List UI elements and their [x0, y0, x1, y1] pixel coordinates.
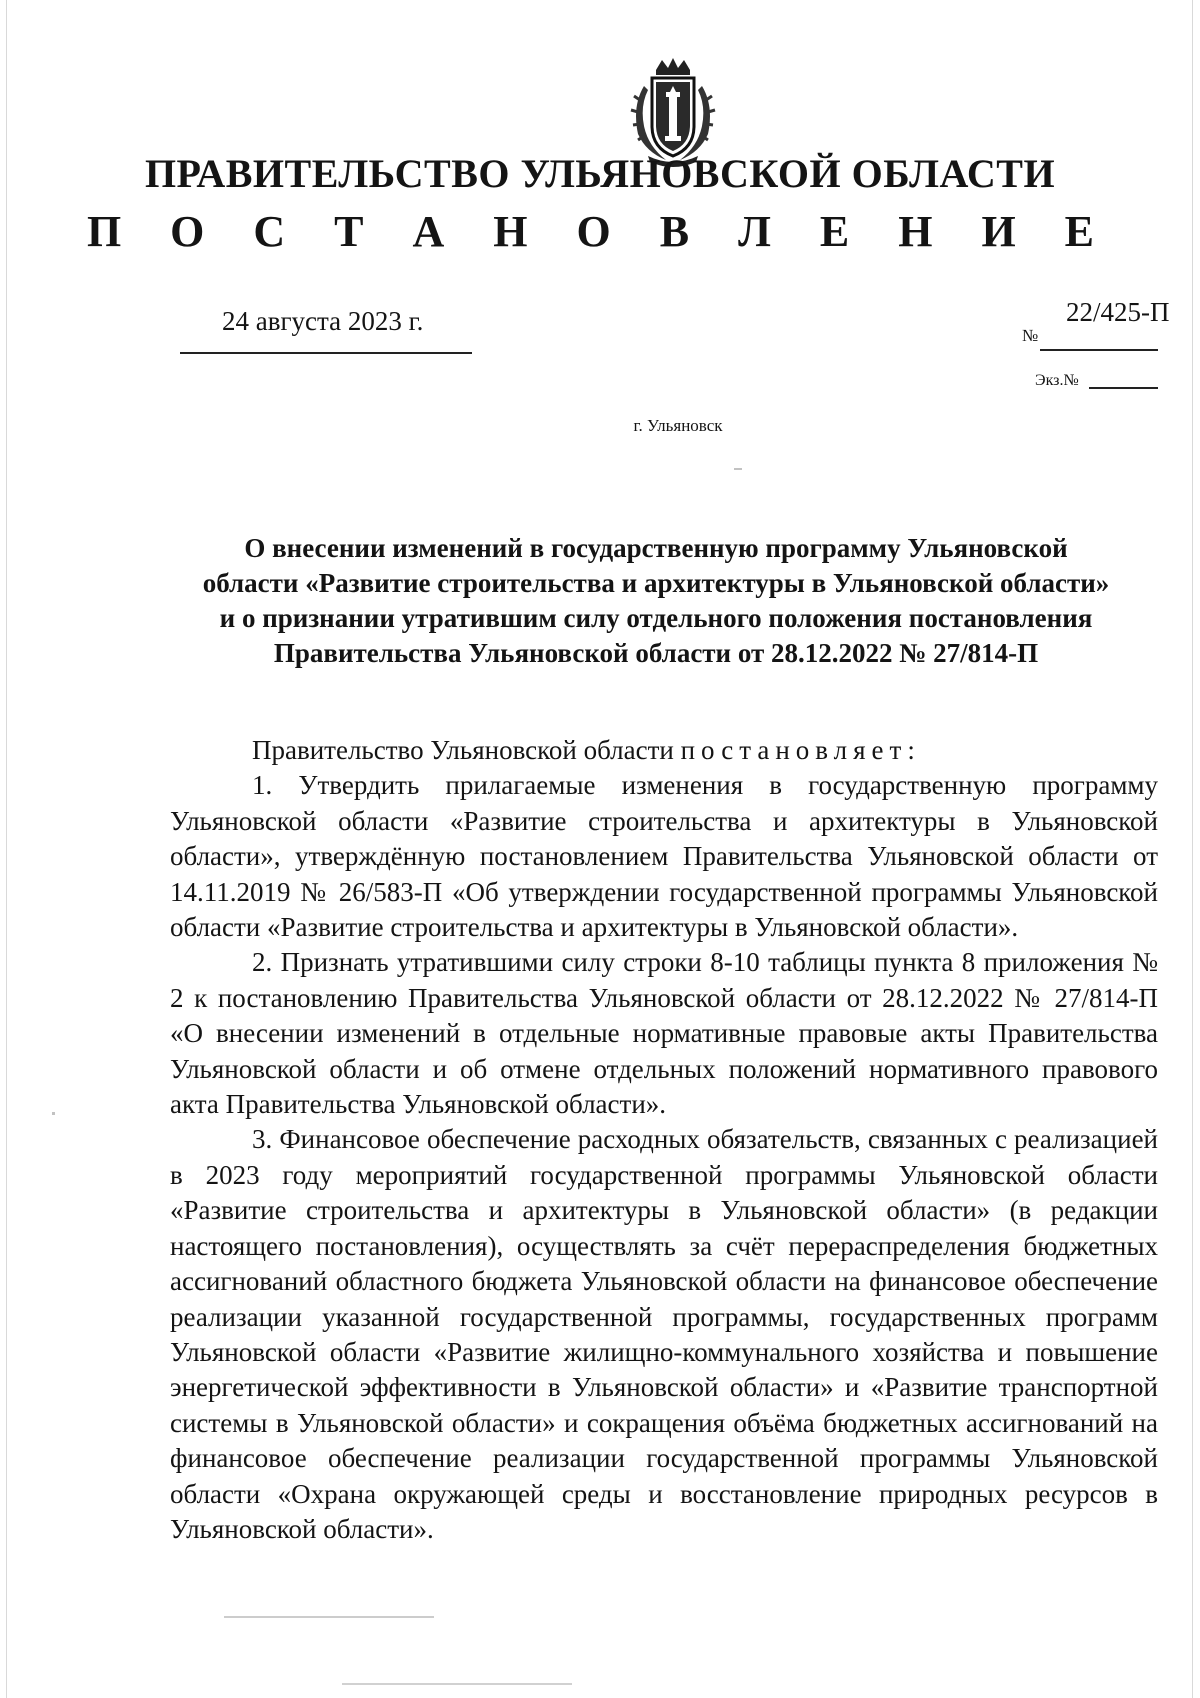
- document-subject: [170, 531, 1142, 671]
- copy-number-label: Экз.№: [1035, 372, 1079, 389]
- number-underline: [1040, 349, 1158, 351]
- document-date: 24 августа 2023 г.: [222, 306, 424, 336]
- decree-intro: [170, 733, 1158, 768]
- decree-word: постановляет:: [680, 735, 921, 765]
- issue-city: г. Ульяновск: [633, 416, 723, 435]
- subject-line: и о признании утратившим силу отдельного положения постановления: [219, 603, 1093, 633]
- org-title: ПРАВИТЕЛЬСТВО УЛЬЯНОВСКОЙ ОБЛАСТИ: [144, 151, 1056, 196]
- decree-item-2: 2. Признать утратившими силу строки 8-10 таблицы пункта 8 приложения № 2 к постановлению Правительства Ульяновской области от 28.12.2022 № 27/814-П «О внесении изменений в отдельные нормативные правовые акты Правительства Ульяновской области и об отмене отдельных положений нормативного правового акта Правительства Ульяновской области».: [170, 947, 1158, 1120]
- scan-artifact: [342, 1683, 572, 1685]
- number-label: №: [1022, 326, 1039, 345]
- scan-artifact: [52, 1112, 55, 1115]
- document-number: 22/425-П: [1066, 297, 1170, 327]
- date-underline: [180, 352, 472, 354]
- scan-artifact: [734, 468, 742, 470]
- subject-line: О внесении изменений в государственную программу Ульяновской: [244, 533, 1068, 563]
- subject-line: области «Развитие строительства и архитектуры в Ульяновской области»: [202, 568, 1110, 598]
- document-type-title: П О С Т А Н О В Л Е Н И Е: [86, 207, 1114, 256]
- decree-item-1: 1. Утвердить прилагаемые изменения в государственную программу Ульяновской области «Развитие строительства и архитектуры в Ульяновской области», утверждённую постановлением Правительства Ульяновской области от 14.11.2019 № 26/583-П «Об утверждении государственной программы Ульяновской области «Развитие строительства и архитектуры в Ульяновской области».: [170, 770, 1158, 943]
- intro-lead: Правительство Ульяновской области: [252, 735, 681, 765]
- copy-number-underline: [1089, 387, 1158, 389]
- document-body: [170, 733, 1158, 1547]
- subject-line: Правительства Ульяновской области от 28.12.2022 № 27/814-П: [273, 638, 1039, 668]
- decree-item-3: 3. Финансовое обеспечение расходных обязательств, связанных с реализацией в 2023 году мероприятий государственной программы Ульяновской области «Развитие строительства и архитектуры в Ульяновской области» (в редакции настоящего постановления), осуществлять за счёт перераспределения бюджетных ассигнований областного бюджета Ульяновской области на финансовое обеспечение реализации указанной государственной программы, государственных программ Ульяновской области «Развитие жилищно-коммунального хозяйства и повышение энергетической эффективности в Ульяновской области» и «Развитие транспортной системы в Ульяновской области» и сокращения объёма бюджетных ассигнований на финансовое обеспечение реализации государственной программы Ульяновской области «Охрана окружающей среды и восстановление природных ресурсов в Ульяновской области».: [170, 1124, 1158, 1544]
- scan-artifact: [224, 1616, 434, 1618]
